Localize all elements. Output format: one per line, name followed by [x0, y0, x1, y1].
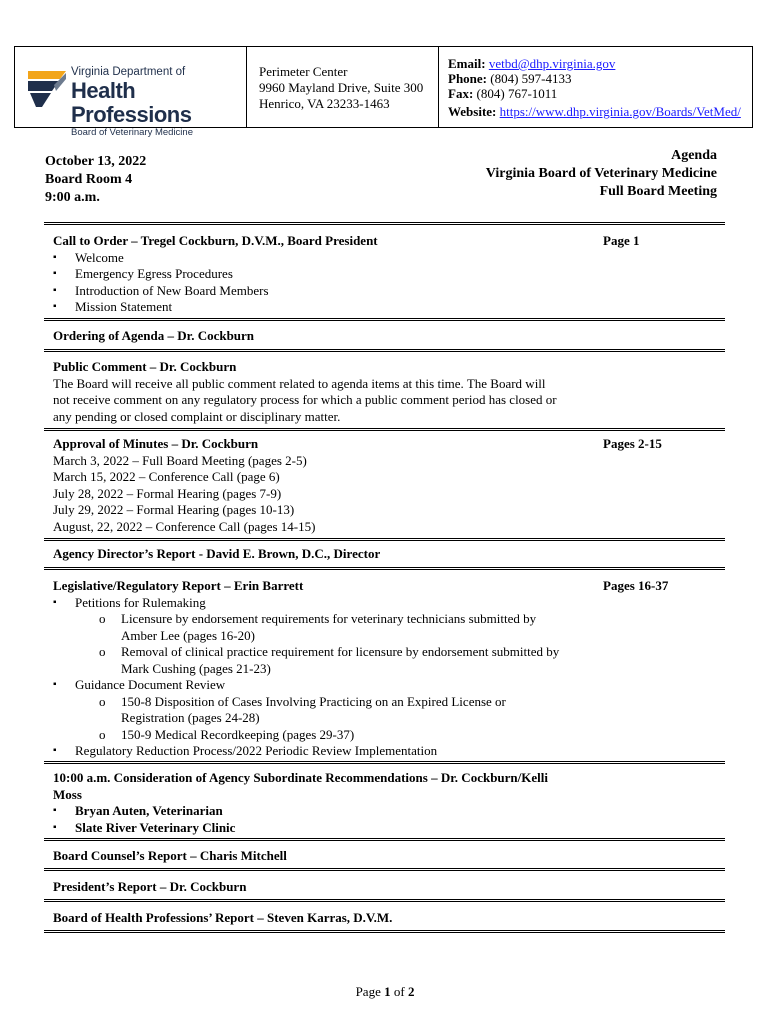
divider	[44, 318, 725, 321]
title-line-2: Virginia Board of Veterinary Medicine	[485, 166, 717, 181]
text-line: any pending or closed complaint or disciplinary matter.	[53, 408, 341, 424]
minutes-item: July 28, 2022 – Formal Hearing (pages 7-9)	[53, 485, 282, 501]
divider	[44, 222, 725, 225]
section-legislative	[53, 578, 598, 760]
divider	[44, 761, 725, 764]
text-line: not receive comment on any regulatory process for which a public comment period has closed or	[53, 392, 557, 407]
section-title: 10:00 a.m. Consideration of Agency Subordinate Recommendations – Dr. Cockburn/Kelli	[53, 770, 548, 785]
list-item	[53, 595, 598, 678]
minutes-item: March 3, 2022 – Full Board Meeting (pages 2-5)	[53, 452, 307, 468]
section-title: Legislative/Regulatory Report – Erin Barrett	[53, 578, 304, 593]
divider	[44, 838, 725, 841]
list-item: ▪ Introduction of New Board Members	[53, 283, 593, 300]
text-line: o 150-9 Medical Recordkeeping (pages 29-37)	[121, 726, 355, 742]
legislative-list	[53, 595, 598, 760]
phone-label: Phone:	[448, 71, 487, 86]
petitions-sublist	[53, 611, 598, 677]
meeting-room: Board Room 4	[45, 172, 133, 187]
contact-cell	[439, 47, 752, 127]
list-item: ▪ Slate River Veterinary Clinic	[53, 820, 613, 837]
sub-item	[53, 694, 598, 727]
call-to-order-list	[53, 250, 593, 316]
section-bhp	[53, 910, 593, 927]
dhp-logo-icon	[26, 65, 68, 111]
text-line: Amber Lee (pages 16-20)	[121, 627, 255, 643]
website-link[interactable]: https://www.dhp.virginia.gov/Boards/VetMed/	[499, 104, 741, 119]
section-title: Approval of Minutes – Dr. Cockburn	[53, 436, 259, 451]
fax-label: Fax:	[448, 86, 474, 101]
minutes-item: August, 22, 2022 – Conference Call (pages 14-15)	[53, 518, 316, 534]
meeting-date: October 13, 2022	[45, 154, 147, 169]
footer-total-pages: 2	[407, 984, 415, 999]
sub-item	[53, 727, 598, 744]
meeting-info	[45, 153, 146, 207]
phone-value: (804) 597-4133	[490, 71, 572, 86]
section-title: President’s Report – Dr. Cockburn	[53, 879, 247, 894]
divider	[44, 567, 725, 570]
subordinate-list	[53, 803, 613, 836]
footer-middle: of	[390, 984, 408, 999]
page-ref: Page 1	[603, 233, 640, 248]
section-title: Board Counsel’s Report – Charis Mitchell	[53, 848, 287, 863]
sub-item	[53, 611, 598, 644]
section-title-cont: Moss	[53, 786, 82, 802]
divider	[44, 349, 725, 352]
list-item	[53, 677, 598, 743]
title-line-1: Agenda	[671, 148, 717, 163]
sub-item	[53, 644, 598, 677]
page-footer	[0, 984, 770, 1000]
minutes-item: July 29, 2022 – Formal Hearing (pages 10-13)	[53, 502, 295, 517]
section-director	[53, 546, 593, 563]
section-subordinate	[53, 770, 613, 836]
list-item: ▪ Regulatory Reduction Process/2022 Periodic Review Implementation	[53, 743, 598, 760]
address-cell	[247, 47, 439, 127]
logo-line-1: Virginia Department of	[71, 66, 186, 78]
text-line: o Licensure by endorsement requirements for veterinary technicians submitted by	[121, 611, 537, 626]
text-line: o Removal of clinical practice requirement for licensure by endorsement submitted by	[121, 644, 560, 659]
section-public-comment	[53, 359, 593, 425]
list-item: ▪ Bryan Auten, Veterinarian	[53, 803, 613, 820]
list-item: ▪ Mission Statement	[53, 299, 593, 316]
phone-row	[448, 71, 752, 86]
website-label: Website:	[448, 104, 497, 119]
logo-line-2: Health Professions	[71, 78, 192, 127]
section-title: Ordering of Agenda – Dr. Cockburn	[53, 328, 255, 343]
divider	[44, 538, 725, 541]
logo-cell	[15, 47, 247, 138]
section-ordering	[53, 328, 593, 345]
fax-row	[448, 86, 752, 101]
divider	[44, 930, 725, 933]
address-line: Perimeter Center	[259, 64, 348, 79]
guidance-label: Guidance Document Review	[75, 677, 226, 692]
minutes-item: March 15, 2022 – Conference Call (page 6)	[53, 469, 280, 484]
section-counsel	[53, 848, 593, 865]
section-title: Agency Director’s Report - David E. Brown, D.C., Director	[53, 546, 381, 561]
title-line-3: Full Board Meeting	[599, 184, 717, 199]
section-title: Call to Order – Tregel Cockburn, D.V.M., Board President	[53, 233, 378, 248]
page-ref: Pages 2-15	[603, 436, 662, 451]
text-line: The Board will receive all public comment related to agenda items at this time. The Board will	[53, 375, 546, 391]
fax-value: (804) 767-1011	[476, 86, 558, 101]
divider	[44, 428, 725, 431]
footer-current-page: 1	[384, 984, 391, 999]
divider	[44, 899, 725, 902]
list-item: ▪ Emergency Egress Procedures	[53, 266, 593, 283]
text-line: o 150-8 Disposition of Cases Involving Practicing on an Expired License or	[121, 693, 506, 709]
list-item: ▪ Welcome	[53, 250, 593, 267]
divider	[44, 868, 725, 871]
section-title: Public Comment – Dr. Cockburn	[53, 359, 237, 374]
text-line: Registration (pages 24-28)	[121, 710, 260, 725]
email-link[interactable]: vetbd@dhp.virginia.gov	[488, 56, 616, 71]
guidance-sublist	[53, 694, 598, 744]
address-line: 9960 Mayland Drive, Suite 300	[259, 80, 424, 95]
meeting-time: 9:00 a.m.	[45, 190, 100, 205]
agenda-title	[486, 147, 717, 201]
section-call-to-order	[53, 233, 593, 316]
section-president	[53, 879, 593, 896]
email-label: Email:	[448, 56, 486, 71]
page-ref: Pages 16-37	[603, 578, 669, 593]
letterhead	[14, 46, 753, 138]
email-row	[448, 56, 752, 71]
footer-prefix: Page	[355, 984, 385, 999]
petitions-label: Petitions for Rulemaking	[75, 594, 206, 610]
text-line: Mark Cushing (pages 21-23)	[121, 660, 271, 676]
website-row	[448, 104, 752, 119]
logo-line-3: Board of Veterinary Medicine	[71, 127, 193, 138]
section-title: Board of Health Professions’ Report – Steven Karras, D.V.M.	[53, 910, 393, 925]
address-line: Henrico, VA 23233-1463	[259, 96, 390, 111]
logo-wordmark	[71, 66, 246, 138]
section-minutes	[53, 436, 593, 535]
